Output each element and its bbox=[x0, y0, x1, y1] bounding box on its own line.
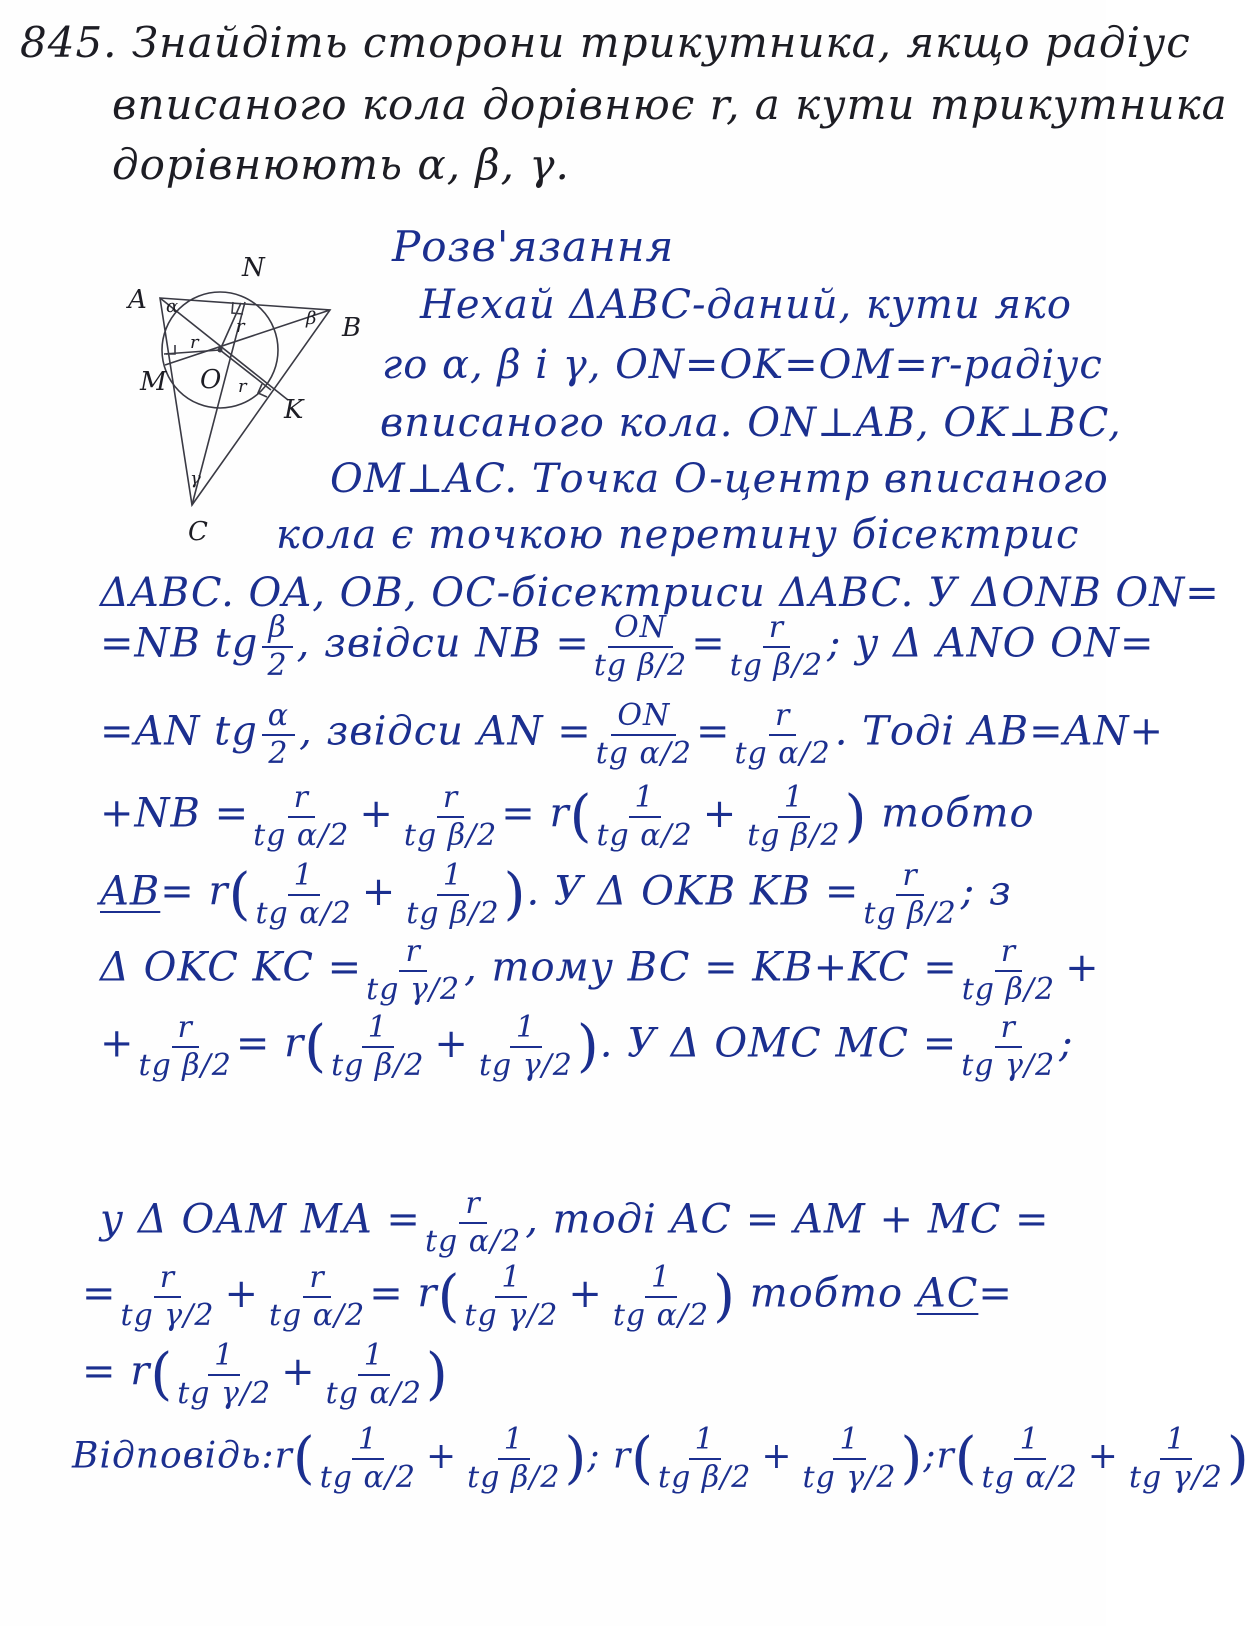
fraction-den: tg γ/2 bbox=[464, 1297, 559, 1333]
fraction-num: 1 bbox=[495, 1262, 527, 1298]
label-k: K bbox=[284, 395, 304, 425]
angle-gamma: γ bbox=[190, 468, 201, 489]
angle-beta: β bbox=[306, 308, 317, 329]
fraction-den: tg β/2 bbox=[331, 1047, 425, 1083]
fraction-num: r bbox=[303, 1262, 330, 1298]
problem-number: 845. bbox=[20, 18, 118, 67]
solution-line-10 bbox=[100, 860, 1012, 929]
open-paren: ( bbox=[954, 1426, 978, 1491]
result-ac: AC bbox=[916, 1270, 979, 1317]
text: у Δ OAM MA = bbox=[100, 1196, 421, 1243]
fraction-one-tgg bbox=[177, 1340, 271, 1409]
fraction-one-tgb bbox=[658, 1424, 751, 1493]
fraction-den: tg β/2 bbox=[593, 647, 688, 683]
fraction-num: 1 bbox=[510, 1012, 542, 1048]
fraction-on-tgb bbox=[594, 612, 687, 681]
fraction-r-tga bbox=[253, 782, 349, 851]
text: r bbox=[274, 1435, 293, 1477]
fraction-r-tgb bbox=[863, 860, 956, 929]
problem-text-1: Знайдіть сторони трикутника, якщо радіус bbox=[131, 18, 1191, 67]
fraction-den: tg α/2 bbox=[612, 1297, 710, 1333]
label-c: C bbox=[188, 517, 208, 547]
text: =AN tg bbox=[100, 708, 258, 755]
text: , тоді AC = AM + MC = bbox=[525, 1196, 1050, 1243]
text: = r bbox=[82, 1348, 151, 1395]
solution-line-14 bbox=[82, 1262, 1013, 1331]
solution-line-1: Нехай ΔABC-даний, кути яко bbox=[420, 282, 1072, 328]
problem-line-3: дорівнюють α, β, γ. bbox=[112, 140, 570, 189]
fraction-r-tga bbox=[735, 700, 831, 769]
text: = bbox=[691, 620, 726, 667]
solution-line-7 bbox=[100, 612, 1154, 681]
text: =NB tg bbox=[100, 620, 259, 667]
text: = r bbox=[501, 790, 570, 837]
fraction-one-tga bbox=[982, 1424, 1078, 1493]
solution-line-2: го α, β і γ, ON=OK=OM=r-радіус bbox=[382, 342, 1103, 388]
text: = bbox=[978, 1270, 1013, 1317]
fraction-den: tg α/2 bbox=[734, 735, 831, 771]
plus-sign: + bbox=[1087, 1435, 1119, 1477]
fraction-r-tga bbox=[425, 1188, 521, 1257]
fraction-den: tg β/2 bbox=[138, 1047, 232, 1083]
fraction-num: 1 bbox=[208, 1340, 240, 1376]
fraction-num: r bbox=[896, 860, 923, 896]
close-paren: ) bbox=[503, 862, 527, 927]
fraction-one-tgb bbox=[747, 782, 840, 851]
text: , звідси NB = bbox=[296, 620, 590, 667]
fraction-one-tga bbox=[256, 860, 352, 929]
text: , тому BC = KB+KC = bbox=[464, 944, 958, 991]
solution-line-5: кола є точкою перетину бісектрис bbox=[276, 512, 1080, 558]
solution-line-12 bbox=[100, 1012, 1074, 1081]
fraction-one-tgb bbox=[331, 1012, 424, 1081]
fraction-num: ON bbox=[611, 700, 676, 736]
fraction-den: tg γ/2 bbox=[802, 1459, 897, 1495]
label-b: B bbox=[342, 313, 362, 343]
plus-sign: + bbox=[761, 1435, 793, 1477]
open-paren: ( bbox=[228, 862, 252, 927]
fraction-den: tg β/2 bbox=[961, 971, 1056, 1007]
answer-line bbox=[72, 1424, 1250, 1493]
fraction-num: r bbox=[172, 1012, 199, 1048]
fraction-den: tg γ/2 bbox=[120, 1297, 215, 1333]
open-paren: ( bbox=[150, 1342, 174, 1407]
plus-sign: + bbox=[702, 790, 738, 837]
fraction-den: tg α/2 bbox=[595, 735, 692, 771]
fraction-den: tg α/2 bbox=[255, 895, 352, 931]
text: = r bbox=[160, 868, 229, 915]
text: . Тоді AB=AN+ bbox=[834, 708, 1164, 755]
solution-line-4: OM⊥AC. Точка O-центр вписаного bbox=[330, 456, 1109, 502]
solution-line-15 bbox=[82, 1340, 449, 1409]
solution-line-11 bbox=[100, 936, 1106, 1005]
fraction-num: 1 bbox=[645, 1262, 677, 1298]
fraction-den: tg α/2 bbox=[424, 1223, 522, 1259]
fraction-num: r bbox=[995, 936, 1022, 972]
close-paren: ) bbox=[425, 1342, 449, 1407]
text: тобто bbox=[881, 790, 1035, 837]
fraction-r-tgb bbox=[139, 1012, 232, 1081]
fraction-den: 2 bbox=[267, 647, 288, 683]
fraction-den: tg β/2 bbox=[406, 895, 500, 931]
text: . У Δ OKB KB = bbox=[526, 868, 860, 915]
answer-label: Відповідь: bbox=[72, 1435, 275, 1477]
problem-line-1 bbox=[20, 18, 1191, 67]
open-paren: ( bbox=[292, 1426, 316, 1491]
plus-sign: + bbox=[281, 1348, 316, 1395]
fraction-one-tgg bbox=[479, 1012, 573, 1081]
text: r bbox=[936, 1435, 955, 1477]
plus-sign: + bbox=[361, 868, 397, 915]
solution-line-3: вписаного кола. ON⊥AB, OK⊥BC, bbox=[380, 400, 1122, 446]
fraction-one-tga bbox=[596, 782, 692, 851]
fraction-num: r bbox=[154, 1262, 181, 1298]
close-paren: ) bbox=[576, 1014, 600, 1079]
fraction-num: 1 bbox=[352, 1424, 384, 1460]
fraction-num: 1 bbox=[689, 1424, 721, 1460]
fraction-num: 1 bbox=[833, 1424, 865, 1460]
fraction-one-tgg bbox=[1129, 1424, 1223, 1493]
text: = r bbox=[369, 1270, 438, 1317]
fraction-one-tga bbox=[326, 1340, 422, 1409]
radius-label-n: r bbox=[236, 316, 245, 337]
text: r bbox=[612, 1435, 632, 1477]
open-paren: ( bbox=[304, 1014, 328, 1079]
separator: ; bbox=[587, 1435, 601, 1477]
label-o: O bbox=[200, 365, 222, 395]
fraction-num: 1 bbox=[358, 1340, 390, 1376]
fraction-num: 1 bbox=[362, 1012, 394, 1048]
fraction-num: 1 bbox=[288, 860, 320, 896]
text: ; bbox=[1059, 1020, 1074, 1067]
solution-heading: Розв'язання bbox=[392, 222, 675, 271]
fraction-on-tga bbox=[596, 700, 692, 769]
fraction-r-tgb bbox=[962, 936, 1055, 1005]
fraction-one-tgg bbox=[464, 1262, 558, 1331]
fraction-den: tg β/2 bbox=[658, 1459, 752, 1495]
plus-sign: + bbox=[1065, 944, 1100, 991]
label-n: N bbox=[242, 253, 265, 283]
fraction-den: tg γ/2 bbox=[478, 1047, 573, 1083]
label-a: A bbox=[128, 285, 147, 315]
fraction-num: r bbox=[769, 700, 796, 736]
fraction-num: r bbox=[399, 936, 426, 972]
solution-line-9 bbox=[100, 782, 1035, 851]
fraction-half-beta bbox=[262, 612, 292, 681]
fraction-one-tga bbox=[320, 1424, 416, 1493]
fraction-num: r bbox=[288, 782, 315, 818]
fraction-one-tgg bbox=[803, 1424, 897, 1493]
fraction-num: r bbox=[995, 1012, 1022, 1048]
solution-line-6: ΔABC. OA, OB, OC-бісектриси ΔABC. У ΔONB ON= bbox=[100, 570, 1220, 616]
fraction-one-tga bbox=[613, 1262, 709, 1331]
text: = bbox=[695, 708, 731, 755]
fraction-r-tgb bbox=[730, 612, 823, 681]
fraction-den: tg γ/2 bbox=[1128, 1459, 1223, 1495]
fraction-num: 1 bbox=[498, 1424, 530, 1460]
fraction-num: r bbox=[763, 612, 790, 648]
close-paren: ) bbox=[713, 1264, 736, 1329]
problem-line-2: вписаного кола дорівнює r, а кути трикутника bbox=[112, 80, 1228, 129]
angle-alpha: α bbox=[166, 296, 179, 317]
fraction-num: 1 bbox=[437, 860, 469, 896]
close-paren: ) bbox=[900, 1426, 924, 1491]
fraction-den: tg α/2 bbox=[596, 817, 693, 853]
text: ; з bbox=[960, 868, 1012, 915]
open-paren: ( bbox=[631, 1426, 655, 1491]
fraction-den: tg α/2 bbox=[981, 1459, 1078, 1495]
plus-sign: + bbox=[434, 1020, 469, 1067]
fraction-one-tgb bbox=[406, 860, 499, 929]
text: = r bbox=[235, 1020, 305, 1067]
open-paren: ( bbox=[569, 784, 593, 849]
text: ; у Δ ANO ON= bbox=[827, 620, 1155, 667]
fraction-den: tg α/2 bbox=[253, 817, 350, 853]
fraction-one-tgb bbox=[467, 1424, 560, 1493]
text: +NB = bbox=[100, 790, 250, 837]
label-m: M bbox=[140, 367, 167, 397]
text: , звідси AN = bbox=[299, 708, 592, 755]
fraction-den: tg β/2 bbox=[747, 817, 841, 853]
text: . У Δ OMC MC = bbox=[599, 1020, 958, 1067]
solution-line-8 bbox=[100, 700, 1164, 769]
plus-sign: + bbox=[224, 1270, 259, 1317]
fraction-den: 2 bbox=[268, 735, 289, 771]
separator: ; bbox=[923, 1435, 937, 1477]
fraction-r-tgg bbox=[121, 1262, 215, 1331]
fraction-num: r bbox=[459, 1188, 486, 1224]
fraction-num: 1 bbox=[1014, 1424, 1046, 1460]
fraction-num: r bbox=[437, 782, 464, 818]
fraction-den: tg β/2 bbox=[403, 817, 498, 853]
center-dot bbox=[218, 348, 223, 353]
fraction-den: tg γ/2 bbox=[366, 971, 461, 1007]
result-ab: AB bbox=[100, 868, 161, 915]
fraction-r-tgg bbox=[366, 936, 460, 1005]
close-paren: ) bbox=[1226, 1426, 1250, 1491]
fraction-num: 1 bbox=[778, 782, 810, 818]
close-paren: ) bbox=[844, 784, 868, 849]
open-paren: ( bbox=[437, 1264, 461, 1329]
plus-sign: + bbox=[359, 790, 394, 837]
fraction-den: tg β/2 bbox=[467, 1459, 561, 1495]
fraction-den: tg α/2 bbox=[268, 1297, 366, 1333]
fraction-num: β bbox=[262, 612, 292, 648]
fraction-r-tga bbox=[269, 1262, 365, 1331]
fraction-den: tg β/2 bbox=[863, 895, 957, 931]
fraction-num: 1 bbox=[629, 782, 661, 818]
fraction-den: tg β/2 bbox=[729, 647, 824, 683]
fraction-den: tg α/2 bbox=[325, 1375, 422, 1411]
fraction-den: tg γ/2 bbox=[177, 1375, 272, 1411]
radius-label-m: r bbox=[190, 332, 199, 353]
solution-line-13 bbox=[100, 1188, 1050, 1257]
fraction-den: tg α/2 bbox=[319, 1459, 416, 1495]
radius-label-k: r bbox=[238, 376, 247, 397]
fraction-r-tgg bbox=[961, 1012, 1055, 1081]
plus-sign: + bbox=[425, 1435, 458, 1477]
plus-sign: + bbox=[568, 1270, 603, 1317]
close-paren: ) bbox=[564, 1426, 588, 1491]
text: Δ OKC KC = bbox=[100, 944, 363, 991]
text: тобто bbox=[749, 1270, 904, 1317]
fraction-num: ON bbox=[608, 612, 673, 648]
fraction-num: 1 bbox=[1160, 1424, 1192, 1460]
fraction-half-alpha bbox=[262, 700, 295, 769]
fraction-den: tg γ/2 bbox=[961, 1047, 1056, 1083]
fraction-r-tgb bbox=[404, 782, 497, 851]
plus-sign: + bbox=[100, 1020, 135, 1067]
fraction-num: α bbox=[262, 700, 295, 736]
text: = bbox=[82, 1270, 117, 1317]
triangle-figure bbox=[120, 240, 380, 550]
